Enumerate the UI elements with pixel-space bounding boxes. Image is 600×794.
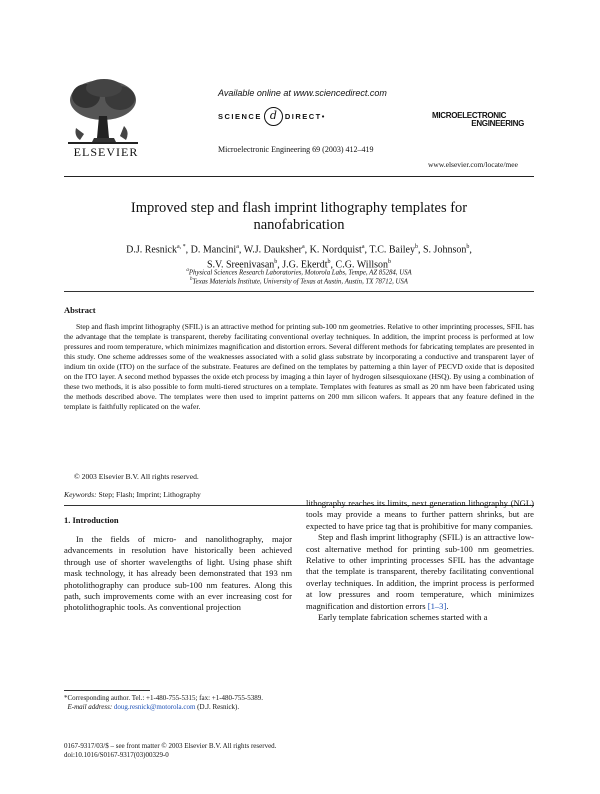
author-separator: , xyxy=(185,244,191,256)
author-affiliation-marker: a xyxy=(301,244,305,250)
title-line-1: Improved step and flash imprint lithography templates for xyxy=(130,200,468,216)
issn-line: 0167-9317/03/$ – see front matter © 2003 Elsevier B.V. All rights reserved. xyxy=(64,742,277,750)
affiliation-b-marker: b xyxy=(190,277,193,282)
elsevier-tree-logo xyxy=(64,76,142,146)
abstract-top-divider xyxy=(64,291,534,292)
author-name: D. Mancini xyxy=(190,244,237,256)
copyright-line: © 2003 Elsevier B.V. All rights reserved. xyxy=(74,472,199,481)
doi-line[interactable]: doi:10.1016/S0167-9317(03)00329-0 xyxy=(64,751,169,759)
author-affiliation-marker: b xyxy=(388,259,392,266)
intro-paragraph-2 xyxy=(306,532,534,612)
author-name: K. Nordquist xyxy=(309,244,362,256)
sd-at-icon: d xyxy=(264,107,283,126)
journal-url[interactable]: www.elsevier.com/locate/mee xyxy=(428,160,518,169)
author-name: T.C. Bailey xyxy=(369,244,415,256)
author-affiliation-marker: b xyxy=(327,259,331,266)
publisher-name: ELSEVIER xyxy=(73,145,139,159)
footnote xyxy=(64,694,292,712)
section-heading-introduction: 1. Introduction xyxy=(64,515,119,525)
sd-right-text: DIRECT• xyxy=(284,111,326,121)
author-affiliation-marker: a xyxy=(361,244,365,250)
author-name: C.G. Willson xyxy=(335,259,389,271)
reference-link-1-3[interactable]: [1–3] xyxy=(427,600,447,611)
corresponding-author-note: *Corresponding author. Tel.: +1-480-755-5315; fax: +1-480-755-5389. xyxy=(64,694,263,702)
journal-citation: Microelectronic Engineering 69 (2003) 412–419 xyxy=(218,145,374,154)
sciencedirect-logo xyxy=(218,106,368,126)
abstract-text: Step and flash imprint lithography (SFIL) is an attractive method for printing sub-100 nm geometries. Relative to other imprinting processes, SFIL has the advantage that the template is transparent, thereby facilitating conventional overlay techniques. In addition, the imprint process is performed at low pressures and room temperature, which minimizes magnification and distortion errors. Several different methods for fabricating templates are presented in this study. One scheme addresses some of the weaknesses associated with a solid glass substrate by incorporating a conductive and transparent layer of indium tin oxide (ITO) on the surface of the substrate. Features are defined on the templates by patterning a thin layer of PECVD oxide that is deposited on the ITO layer. A second method bypasses the oxide etch process by imaging a thin layer of hydrogen silsesquioxane (HSQ). By using a combination of these two methods, it is also possible to form multi-tiered structures on a template. Templates with features as small as 20 nm have been fabricated using the methods described above. The templates were then used to imprint patterns on 200 mm silicon wafers. It appears that any feature defined in the template is faithfully replicated on the wafer. xyxy=(64,322,535,411)
affiliation-a-text: Physical Sciences Research Laboratories, Motorola Labs, Tempe, AZ 85284, USA xyxy=(188,269,412,277)
left-column xyxy=(64,534,292,614)
author-affiliation-marker: a, * xyxy=(176,244,186,250)
sd-left-text: SCIENCE xyxy=(218,111,262,121)
keywords-label: Keywords: xyxy=(64,490,97,499)
email-link[interactable]: doug.resnick@motorola.com xyxy=(113,703,196,711)
intro-paragraph-2-end: . xyxy=(446,600,449,611)
affiliation-a xyxy=(64,268,534,276)
author-separator: , xyxy=(330,259,336,271)
keywords-line xyxy=(64,490,201,499)
keywords-values: Step; Flash; Imprint; Lithography xyxy=(96,490,201,499)
author-affiliation-marker: b xyxy=(274,259,278,266)
header-divider xyxy=(64,176,534,177)
author-separator: , xyxy=(304,244,310,256)
affiliation-b-text: Texas Materials Institute, University of Texas at Austin, Austin, TX 78712, USA xyxy=(192,278,408,286)
email-label: E-mail address: xyxy=(67,703,113,711)
journal-logo-line2: ENGINEERING xyxy=(471,119,524,128)
affiliation-a-marker: a xyxy=(186,268,189,273)
intro-paragraph-1: In the fields of micro- and nanolithography, major advancements in resolution have historically been achieved through use of shorter wavelengths of light. Using phase shift mask technology, it has already been demonstrated that 193 nm photolithography can produce sub-100 nm features. Along this path, such improvements come with an ever increasing cost for photolithographic tools. As conventional projection xyxy=(64,534,292,613)
imprint-info xyxy=(64,742,276,760)
author-name: S. Johnson xyxy=(422,244,467,256)
journal-logo-line1: MICROELECTRONIC xyxy=(432,111,507,120)
article-title xyxy=(64,200,534,234)
author-affiliation-marker: b xyxy=(414,244,418,250)
author-separator: , xyxy=(364,244,370,256)
author-affiliation-marker: b xyxy=(466,244,470,250)
author-name: W.J. Dauksher xyxy=(243,244,302,256)
author-name: J.G. Ekerdt xyxy=(282,259,328,271)
title-line-2: nanofabrication xyxy=(253,217,345,233)
footnote-divider xyxy=(64,690,150,691)
affiliation-b xyxy=(64,277,534,285)
author-affiliation-marker: a xyxy=(236,244,239,250)
author-name: S.V. Sreenivasan xyxy=(206,259,275,271)
author-separator: , xyxy=(417,244,423,256)
journal-logo xyxy=(432,112,532,128)
email-note xyxy=(64,703,292,712)
authors-line-1 xyxy=(64,241,534,256)
available-online-line: Available online at www.sciencedirect.com xyxy=(218,88,387,98)
author-separator: , xyxy=(238,244,244,256)
intro-paragraph-2-text: Step and flash imprint lithography (SFIL) is an attractive low-cost alternative method for printing sub-100 nm geometries. Relative to other imprinting processes SFIL has the advantage that the template is transparent, thereby facilitating conventional overlay techniques. In addition, the imprint process is performed at low pressures and room temperature, which minimizes magnification and distortion errors xyxy=(306,532,534,611)
author-separator: , xyxy=(277,259,283,271)
email-owner: (D.J. Resnick). xyxy=(195,703,240,711)
author-separator: , xyxy=(469,244,472,256)
author-name: D.J. Resnick xyxy=(126,244,177,256)
abstract-heading: Abstract xyxy=(64,305,96,315)
intro-paragraph-3: Early template fabrication schemes started with a xyxy=(318,612,488,623)
right-column xyxy=(306,498,534,623)
intro-paragraph-continued: lithography reaches its limits, next generation lithography (NGL) tools may provide a means to further pattern shrinks, but are expected to have price tag that is prohibitive for many companies. xyxy=(306,498,534,531)
